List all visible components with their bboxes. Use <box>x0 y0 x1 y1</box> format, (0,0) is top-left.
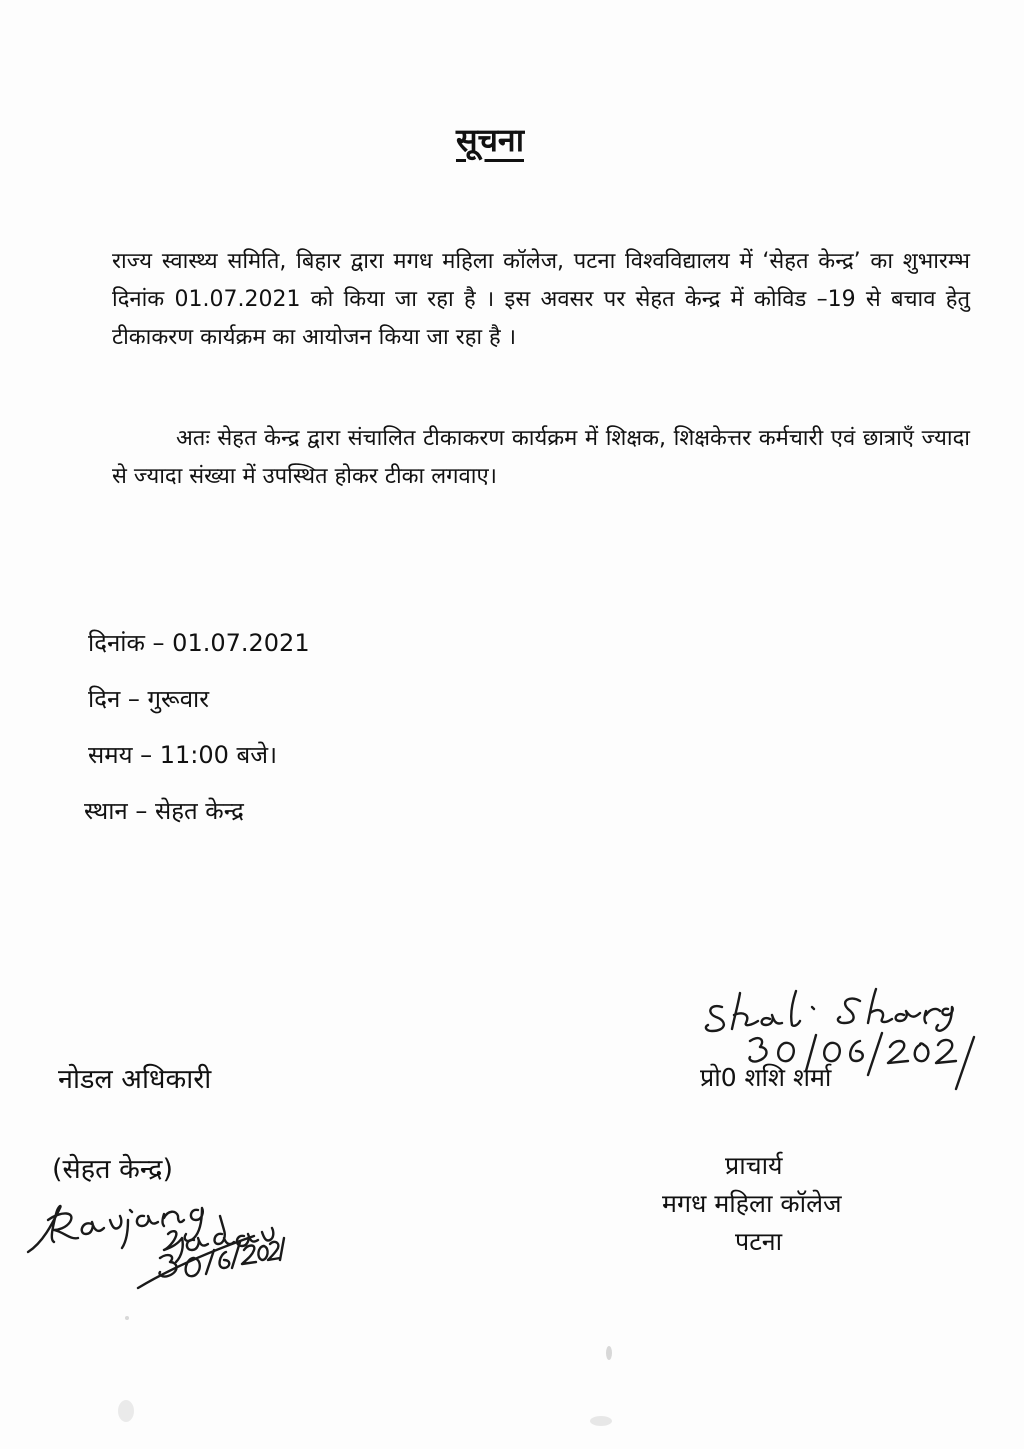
college-name: मगध महिला कॉलेज <box>662 1189 842 1218</box>
notice-title: सूचना <box>455 121 524 159</box>
principal-name: प्रो0 शशि शर्मा <box>700 1063 832 1092</box>
nodal-officer-designation: नोडल अधिकारी <box>58 1064 212 1095</box>
scan-speck <box>590 1416 612 1426</box>
event-time: समय – 11:00 बजे। <box>88 741 278 769</box>
scan-speck <box>125 1316 129 1320</box>
notice-paragraph-2: अतः सेहत केन्द्र द्वारा संचालित टीकाकरण कार्यक्रम में शिक्षक, शिक्षकेत्तर कर्मचारी एवं छात्राएँ ज्यादा से ज्यादा संख्या में उपस्थित होकर टीका लगवाए। <box>112 426 970 489</box>
nodal-officer-unit: (सेहत केन्द्र) <box>52 1154 174 1185</box>
event-date: दिनांक – 01.07.2021 <box>88 629 310 657</box>
college-city: पटना <box>735 1227 783 1256</box>
event-day: दिन – गुरूवार <box>88 685 210 713</box>
scan-speck <box>606 1346 612 1360</box>
principal-designation: प्राचार्य <box>725 1151 783 1180</box>
event-place: स्थान – सेहत केन्द्र <box>84 797 244 825</box>
nodal-officer-signature <box>18 1180 278 1290</box>
scan-speck <box>118 1400 134 1422</box>
event-details <box>84 615 310 839</box>
notice-paragraph-1: राज्य स्वास्थ्य समिति, बिहार द्वारा मगध महिला कॉलेज, पटना विश्वविद्यालय में ‘सेहत केन्द्र’ का शुभारम्भ दिनांक 01.07.2021 को किया जा रहा है । इस अवसर पर सेहत केन्द्र में कोविड –19 से बचाव हेतु टीकाकरण कार्यक्रम का आयोजन किया जा रहा है । <box>112 249 970 350</box>
